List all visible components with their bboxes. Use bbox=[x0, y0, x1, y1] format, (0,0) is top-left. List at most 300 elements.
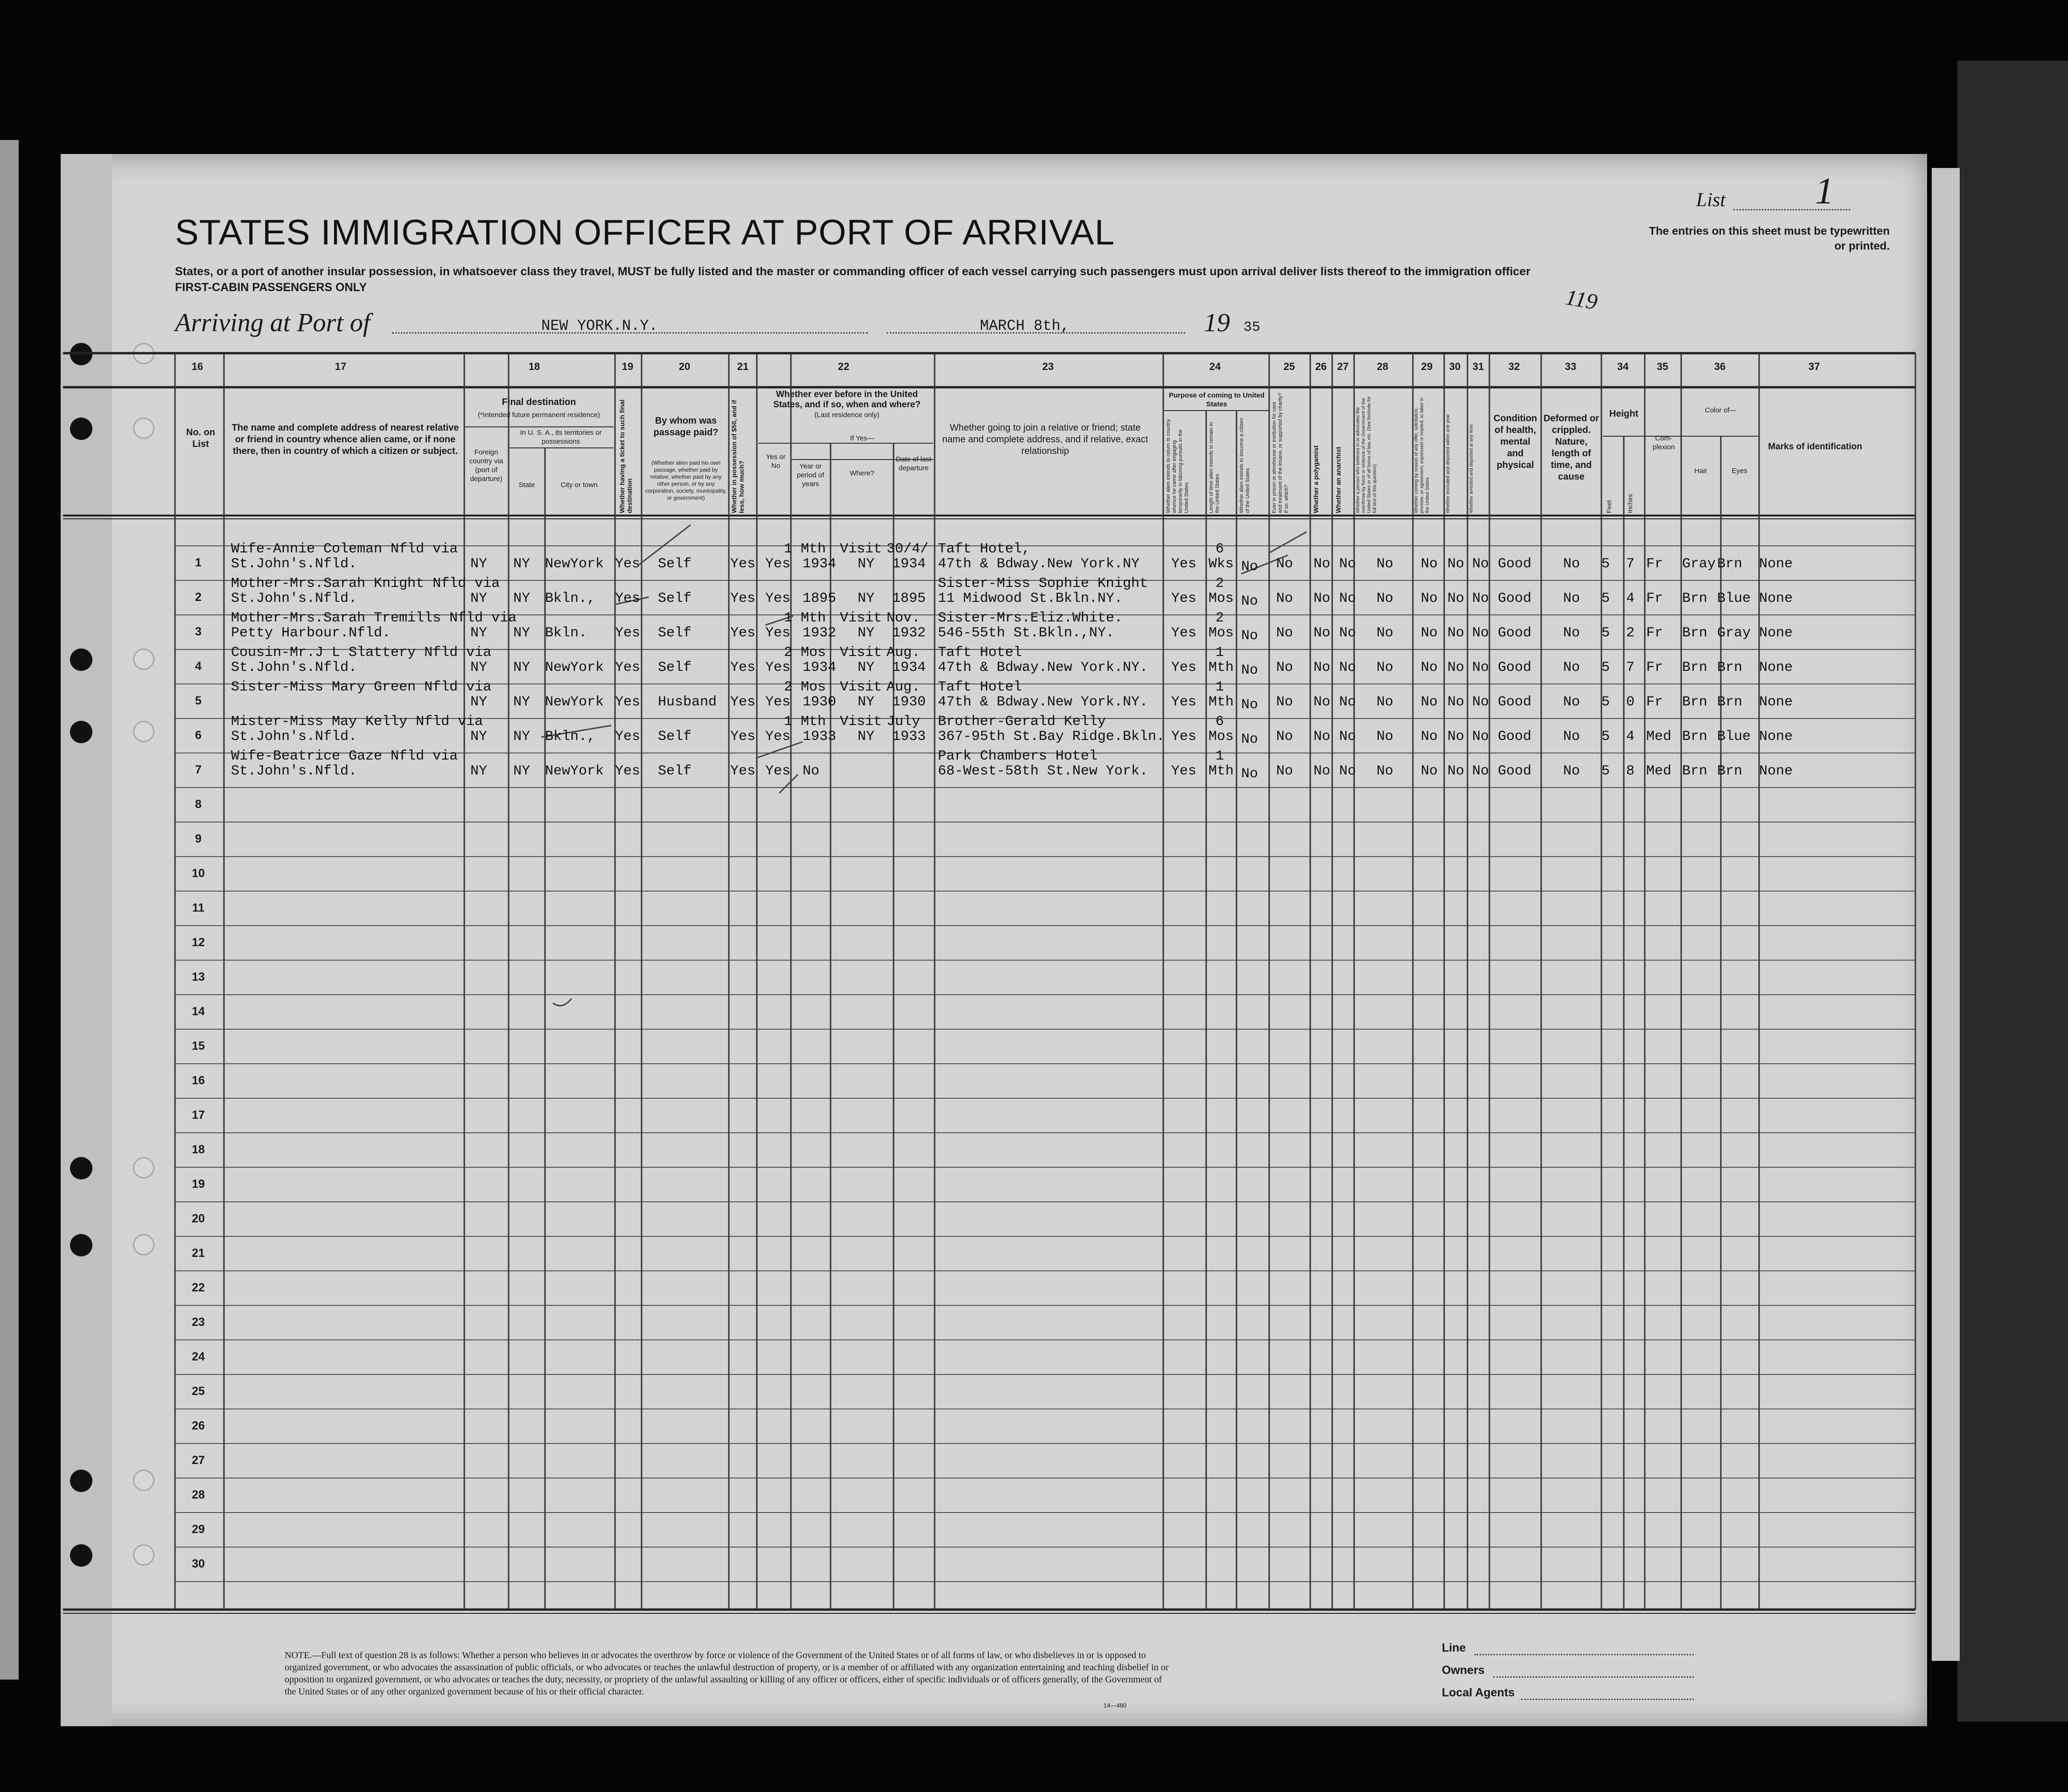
header-purpose-b: Length of time alien intends to remain in the United States bbox=[1209, 422, 1220, 513]
cell-c28: No bbox=[1376, 625, 1394, 641]
header-col30: Whether excluded and deported within one year bbox=[1446, 414, 1451, 513]
cell-p-c: No bbox=[1241, 559, 1258, 575]
local-agents-label: Local Agents bbox=[1442, 1686, 1515, 1699]
cell-where2: NY bbox=[858, 556, 875, 572]
form-code: 14—480 bbox=[1104, 1702, 1127, 1709]
cell-where2: NY bbox=[858, 591, 875, 607]
cell-c31: No bbox=[1472, 591, 1489, 607]
cell-city: NewYork bbox=[545, 763, 604, 779]
cell-city: NewYork bbox=[545, 556, 604, 572]
header-state: State bbox=[518, 481, 535, 489]
column-number: 36 bbox=[1714, 361, 1726, 372]
cell-city: NewYork bbox=[545, 694, 604, 710]
cell-foreign: NY bbox=[470, 763, 488, 779]
header-anarchist: Whether an anarchist bbox=[1334, 446, 1342, 513]
year-prefix: 19 bbox=[1204, 308, 1230, 337]
cell-p-b2: Wks bbox=[1209, 556, 1234, 572]
cell-yn: Yes bbox=[765, 763, 791, 779]
cell-where1: Visit bbox=[840, 645, 882, 661]
cell-c31: No bbox=[1472, 694, 1489, 710]
cell-hair: Brn bbox=[1682, 660, 1708, 676]
cell-money: Yes bbox=[730, 763, 756, 779]
header-no-on-list: No. on List bbox=[186, 427, 216, 449]
cell-rel2: St.John's.Nfld. bbox=[231, 660, 357, 676]
cell-inches: 0 bbox=[1626, 694, 1635, 710]
cell-city: NewYork bbox=[545, 660, 604, 676]
owners-label: Owners bbox=[1442, 1664, 1485, 1677]
cell-join1: Taft Hotel bbox=[938, 645, 1022, 661]
cell-money: Yes bbox=[730, 556, 756, 572]
cell-marks: None bbox=[1759, 556, 1793, 572]
cell-year2: No bbox=[803, 763, 820, 779]
column-number: 27 bbox=[1337, 361, 1349, 372]
row-number: 13 bbox=[192, 970, 205, 983]
cell-rel2: Petty Harbour.Nfld. bbox=[231, 625, 391, 641]
port-value: NEW YORK.N.Y. bbox=[541, 317, 658, 335]
cell-c30: No bbox=[1447, 591, 1465, 607]
header-before-us-note: (Last residence only) bbox=[814, 411, 880, 419]
cell-p-a: Yes bbox=[1171, 556, 1197, 572]
header-purpose-a: Whether alien intends to return to country whence he came after engaging temporarily in laboring pursuits in the United States bbox=[1166, 419, 1189, 513]
header-if-yes: If Yes— bbox=[850, 434, 874, 442]
cell-c25: No bbox=[1276, 591, 1293, 607]
cell-state: NY bbox=[513, 556, 531, 572]
cell-where1: Visit bbox=[840, 610, 882, 626]
subtitle-line-1: States, or a port of another insular possession, in whatsoever class they travel, MUST be fully listed and the master or commanding officer of each vessel carrying such passengers must upon arrival deliver lists thereof to the immigration officer bbox=[175, 265, 1530, 278]
cell-hair: Brn bbox=[1682, 591, 1708, 607]
typewritten-note: The entries on this sheet must be typewritten or printed. bbox=[1649, 225, 1890, 252]
cell-c29: No bbox=[1421, 729, 1438, 745]
line-label: Line bbox=[1442, 1641, 1466, 1654]
header-ticket: Whether having a ticket to such final destination bbox=[618, 399, 633, 513]
row-number: 7 bbox=[195, 763, 202, 776]
header-final-destination-note: (*Intended future permanent residence) bbox=[478, 411, 600, 419]
row-number: 15 bbox=[192, 1039, 205, 1053]
row-number: 9 bbox=[195, 832, 202, 845]
cell-join2: 367-95th St.Bay Ridge.Bkln. bbox=[938, 729, 1165, 745]
line-underline bbox=[1474, 1654, 1694, 1655]
cell-p-c: No bbox=[1241, 766, 1258, 782]
cell-year2: 1933 bbox=[803, 729, 837, 745]
cell-feet: 5 bbox=[1601, 660, 1610, 676]
column-number: 24 bbox=[1209, 361, 1221, 372]
cell-p-b1: 1 bbox=[1216, 748, 1224, 764]
cell-complexion: Med bbox=[1646, 763, 1672, 779]
header-col31: Whether arrested and deported at any time bbox=[1469, 424, 1474, 513]
cell-deformed: No bbox=[1563, 660, 1580, 676]
cell-where1: Visit bbox=[840, 541, 882, 557]
cell-where2: NY bbox=[858, 694, 875, 710]
cell-yn: Yes bbox=[765, 694, 791, 710]
cell-p-a: Yes bbox=[1171, 660, 1197, 676]
cell-p-b2: Mos bbox=[1209, 625, 1234, 641]
cell-foreign: NY bbox=[470, 556, 488, 572]
cell-p-b1: 2 bbox=[1216, 576, 1224, 592]
cell-p-b2: Mth bbox=[1209, 694, 1234, 710]
cell-state: NY bbox=[513, 591, 531, 607]
column-number: 16 bbox=[191, 361, 203, 372]
cell-marks: None bbox=[1759, 660, 1793, 676]
row-number: 10 bbox=[192, 867, 205, 880]
header-feet: Feet bbox=[1605, 500, 1613, 513]
cell-state: NY bbox=[513, 763, 531, 779]
cell-paid: Husband bbox=[658, 694, 717, 710]
cell-rel1: Mother-Mrs.Sarah Tremills Nfld via bbox=[231, 610, 517, 626]
cell-inches: 4 bbox=[1626, 591, 1635, 607]
cell-health: Good bbox=[1498, 660, 1532, 676]
cell-c28: No bbox=[1376, 556, 1394, 572]
row-number: 19 bbox=[192, 1178, 205, 1191]
column-number: 19 bbox=[622, 361, 634, 372]
cell-dep2: 1934 bbox=[892, 660, 926, 676]
cell-foreign: NY bbox=[470, 694, 488, 710]
footer-note: NOTE.—Full text of question 28 is as follows: Whether a person who believes in or advocates the overthrow by force or violence of the Government of the United States or of all forms of law, or who disbelieves in or is opposed to organized government, or who advocates the assassination of public officials, or who advocates or teaches the unlawful destruction of property, or is a member of or affiliated with any organization entertaining and teaching disbelief in or opposition to organized government, or who advocates or teaches the duty, necessity, or propriety of the unlawful assaulting or killing of any officer or officers, either of specific individuals or of officers generally, of the Government of the United States or of any other organized government because of his or their official character. bbox=[285, 1650, 1169, 1697]
cell-health: Good bbox=[1498, 625, 1532, 641]
cell-join1: Sister-Miss Sophie Knight bbox=[938, 576, 1148, 592]
row-number: 22 bbox=[192, 1281, 205, 1294]
cell-foreign: NY bbox=[470, 625, 488, 641]
row-number: 3 bbox=[195, 625, 202, 638]
cell-money: Yes bbox=[730, 694, 756, 710]
row-number: 28 bbox=[192, 1488, 205, 1501]
cell-c31: No bbox=[1472, 763, 1489, 779]
cell-hair: Brn bbox=[1682, 763, 1708, 779]
header-passage-paid: By whom was passage paid? bbox=[653, 416, 719, 438]
header-color-of: Color of— bbox=[1705, 406, 1737, 414]
cell-deformed: No bbox=[1563, 556, 1580, 572]
cell-feet: 5 bbox=[1601, 625, 1610, 641]
column-number: 28 bbox=[1376, 361, 1389, 372]
cell-eyes: Blue bbox=[1717, 591, 1751, 607]
cell-year1: 1 Mth bbox=[784, 610, 826, 626]
cell-join2: 47th & Bdway.New York.NY bbox=[938, 556, 1140, 572]
cell-c28: No bbox=[1376, 694, 1394, 710]
cell-c25: No bbox=[1276, 694, 1293, 710]
cell-c30: No bbox=[1447, 763, 1465, 779]
cell-c31: No bbox=[1472, 556, 1489, 572]
column-number: 34 bbox=[1617, 361, 1629, 372]
cell-eyes: Brn bbox=[1717, 694, 1743, 710]
cell-year1: 1 Mth bbox=[784, 541, 826, 557]
cell-rel2: St.John's.Nfld. bbox=[231, 729, 357, 745]
header-purpose-c: Whether alien intends to become a citizen of the United States bbox=[1239, 418, 1251, 513]
header-health: Condition of health, mental and physical bbox=[1493, 413, 1537, 470]
row-number: 5 bbox=[195, 694, 202, 707]
row-number: 24 bbox=[192, 1350, 205, 1363]
cell-p-a: Yes bbox=[1171, 763, 1197, 779]
header-eyes: Eyes bbox=[1732, 467, 1747, 475]
row-number: 29 bbox=[192, 1523, 205, 1536]
cell-where2: NY bbox=[858, 660, 875, 676]
cell-money: Yes bbox=[730, 591, 756, 607]
cell-yn: Yes bbox=[765, 660, 791, 676]
cell-p-c: No bbox=[1241, 593, 1258, 609]
cell-paid: Self bbox=[658, 625, 692, 641]
cell-money: Yes bbox=[730, 625, 756, 641]
header-passage-note: (Whether alien paid his own passage, whether paid by relative, whether paid by any other person, or by any corporation, society, municipality, or government) bbox=[645, 460, 727, 501]
cell-year1: 2 Mos bbox=[784, 679, 826, 695]
cell-complexion: Fr bbox=[1646, 625, 1663, 641]
cell-foreign: NY bbox=[470, 591, 488, 607]
cell-feet: 5 bbox=[1601, 763, 1610, 779]
column-number: 29 bbox=[1421, 361, 1433, 372]
cell-c27: No bbox=[1339, 556, 1356, 572]
cell-c26: No bbox=[1313, 625, 1331, 641]
cell-rel2: St.John's.Nfld. bbox=[231, 763, 357, 779]
cell-deformed: No bbox=[1563, 763, 1580, 779]
cell-join1: Sister-Mrs.Eliz.White. bbox=[938, 610, 1123, 626]
row-number: 17 bbox=[192, 1109, 205, 1122]
cell-ticket: Yes bbox=[615, 556, 641, 572]
header-polygamist: Whether a polygamist bbox=[1312, 445, 1320, 513]
cell-ticket: Yes bbox=[615, 729, 641, 745]
cell-c31: No bbox=[1472, 660, 1489, 676]
agents-underline bbox=[1521, 1699, 1694, 1700]
cell-rel2: St.John's.Nfld. bbox=[231, 591, 357, 607]
cell-c26: No bbox=[1313, 763, 1331, 779]
column-number: 17 bbox=[335, 361, 347, 372]
cell-deformed: No bbox=[1563, 625, 1580, 641]
row-number: 21 bbox=[192, 1247, 205, 1260]
cell-c30: No bbox=[1447, 729, 1465, 745]
cell-c27: No bbox=[1339, 625, 1356, 641]
cell-inches: 7 bbox=[1626, 556, 1635, 572]
cell-p-a: Yes bbox=[1171, 591, 1197, 607]
cell-dep2: 1932 bbox=[892, 625, 926, 641]
cell-city: Bkln. bbox=[545, 625, 587, 641]
cell-state: NY bbox=[513, 625, 531, 641]
row-number: 26 bbox=[192, 1419, 205, 1432]
cell-c27: No bbox=[1339, 694, 1356, 710]
row-number: 14 bbox=[192, 1005, 205, 1018]
year-suffix: 35 bbox=[1244, 320, 1261, 335]
column-number: 26 bbox=[1315, 361, 1327, 372]
cell-c25: No bbox=[1276, 660, 1293, 676]
cell-year1: 1 Mth bbox=[784, 714, 826, 730]
cell-dep2: 1933 bbox=[892, 729, 926, 745]
cell-join1: Park Chambers Hotel bbox=[938, 748, 1098, 764]
cell-c31: No bbox=[1472, 729, 1489, 745]
cell-rel1: Cousin-Mr.J L Slattery Nfld via bbox=[231, 645, 492, 661]
cell-yn: Yes bbox=[765, 556, 791, 572]
cell-c25: No bbox=[1276, 763, 1293, 779]
handwritten-number: 119 bbox=[1563, 285, 1600, 315]
cell-p-b1: 1 bbox=[1216, 645, 1224, 661]
row-number: 16 bbox=[192, 1074, 205, 1087]
column-number: 31 bbox=[1472, 361, 1484, 372]
cell-hair: Brn bbox=[1682, 729, 1708, 745]
cell-ticket: Yes bbox=[615, 694, 641, 710]
cell-paid: Self bbox=[658, 591, 692, 607]
header-foreign-country: Foreign country via (port of departure) bbox=[469, 448, 503, 483]
cell-money: Yes bbox=[730, 660, 756, 676]
cell-rel1: Wife-Annie Coleman Nfld via bbox=[231, 541, 458, 557]
page-title: STATES IMMIGRATION OFFICER AT PORT OF ARRIVAL bbox=[175, 213, 1115, 252]
cell-c29: No bbox=[1421, 660, 1438, 676]
cell-rel2: St.John's.Nfld. bbox=[231, 556, 357, 572]
cell-year2: 1932 bbox=[803, 625, 837, 641]
cell-c26: No bbox=[1313, 729, 1331, 745]
cell-ticket: Yes bbox=[615, 763, 641, 779]
row-number: 25 bbox=[192, 1385, 205, 1398]
cell-inches: 2 bbox=[1626, 625, 1635, 641]
cell-city: Bkln., bbox=[545, 591, 596, 607]
header-where: Where? bbox=[850, 469, 874, 477]
cell-c25: No bbox=[1276, 625, 1293, 641]
column-number: 20 bbox=[678, 361, 691, 372]
cell-deformed: No bbox=[1563, 591, 1580, 607]
row-number: 11 bbox=[192, 901, 205, 914]
cell-rel1: Mister-Miss May Kelly Nfld via bbox=[231, 714, 483, 730]
cell-where2: NY bbox=[858, 625, 875, 641]
cell-c28: No bbox=[1376, 660, 1394, 676]
row-number: 2 bbox=[195, 591, 202, 604]
header-deformed: Deformed or crippled. Nature, length of time, and cause bbox=[1544, 413, 1599, 482]
cell-year1: 2 Mos bbox=[784, 645, 826, 661]
cell-ticket: Yes bbox=[615, 591, 641, 607]
cell-year2: 1930 bbox=[803, 694, 837, 710]
cell-hair: Brn bbox=[1682, 694, 1708, 710]
cell-join2: 546-55th St.Bkln.,NY. bbox=[938, 625, 1115, 641]
row-number: 20 bbox=[192, 1212, 205, 1225]
cell-state: NY bbox=[513, 729, 531, 745]
cell-where1: Visit bbox=[840, 679, 882, 695]
row-number: 4 bbox=[195, 660, 202, 673]
owners-underline bbox=[1493, 1676, 1694, 1678]
cell-feet: 5 bbox=[1601, 694, 1610, 710]
cell-dep2: 1895 bbox=[892, 591, 926, 607]
cell-yn: Yes bbox=[765, 625, 791, 641]
row-number: 18 bbox=[192, 1143, 205, 1156]
header-in-usa: In U. S. A., its territories or possessions bbox=[520, 429, 602, 446]
column-number: 30 bbox=[1449, 361, 1461, 372]
cell-c30: No bbox=[1447, 625, 1465, 641]
cell-c29: No bbox=[1421, 625, 1438, 641]
cell-feet: 5 bbox=[1601, 729, 1610, 745]
cell-paid: Self bbox=[658, 729, 692, 745]
cell-where2: NY bbox=[858, 729, 875, 745]
cell-complexion: Med bbox=[1646, 729, 1672, 745]
cell-p-b2: Mth bbox=[1209, 763, 1234, 779]
column-number: 35 bbox=[1656, 361, 1669, 372]
cell-marks: None bbox=[1759, 763, 1793, 779]
header-money: Whether in possession of $50, and if less, how much? bbox=[730, 400, 745, 513]
header-final-destination: Final destination bbox=[502, 397, 576, 407]
cell-health: Good bbox=[1498, 591, 1532, 607]
header-before-us: Whether ever before in the United States, and if so, when and where? bbox=[773, 390, 921, 410]
cell-rel1: Wife-Beatrice Gaze Nfld via bbox=[231, 748, 458, 764]
header-height: Height bbox=[1609, 409, 1639, 419]
cell-paid: Self bbox=[658, 556, 692, 572]
date-value: MARCH 8th, bbox=[980, 317, 1070, 335]
column-number: 25 bbox=[1283, 361, 1295, 372]
cell-c29: No bbox=[1421, 556, 1438, 572]
row-number: 30 bbox=[192, 1557, 205, 1570]
cell-p-b2: Mos bbox=[1209, 591, 1234, 607]
cell-foreign: NY bbox=[470, 729, 488, 745]
cell-p-b1: 6 bbox=[1216, 541, 1224, 557]
cell-eyes: Brn bbox=[1717, 660, 1743, 676]
cell-yn: Yes bbox=[765, 729, 791, 745]
cell-deformed: No bbox=[1563, 694, 1580, 710]
cell-year2: 1934 bbox=[803, 556, 837, 572]
column-number: 33 bbox=[1565, 361, 1577, 372]
cell-p-a: Yes bbox=[1171, 729, 1197, 745]
cell-c26: No bbox=[1313, 591, 1331, 607]
row-number: 27 bbox=[192, 1454, 205, 1467]
column-number: 21 bbox=[737, 361, 749, 372]
header-city: City or town bbox=[560, 481, 598, 489]
header-hair: Hair bbox=[1694, 467, 1707, 475]
cell-complexion: Fr bbox=[1646, 694, 1663, 710]
cell-c26: No bbox=[1313, 694, 1331, 710]
cell-health: Good bbox=[1498, 556, 1532, 572]
cell-c27: No bbox=[1339, 763, 1356, 779]
header-inches: Inches bbox=[1626, 494, 1634, 513]
cell-health: Good bbox=[1498, 694, 1532, 710]
cell-health: Good bbox=[1498, 729, 1532, 745]
cell-c29: No bbox=[1421, 763, 1438, 779]
cell-year2: 1934 bbox=[803, 660, 837, 676]
cell-complexion: Fr bbox=[1646, 660, 1663, 676]
header-col29: Whether coming by reason of any offer, solicitation, promise, or agreement, expressed or implied, to labor in the United States bbox=[1414, 397, 1430, 513]
header-year-period: Year or period of years bbox=[796, 462, 824, 488]
cell-c28: No bbox=[1376, 729, 1394, 745]
cell-state: NY bbox=[513, 694, 531, 710]
cell-hair: Gray bbox=[1682, 556, 1716, 572]
cell-dep2: 1934 bbox=[892, 556, 926, 572]
cell-complexion: Fr bbox=[1646, 591, 1663, 607]
cell-c26: No bbox=[1313, 660, 1331, 676]
cell-c27: No bbox=[1339, 591, 1356, 607]
cell-join1: Brother-Gerald Kelly bbox=[938, 714, 1106, 730]
cell-dep1: July bbox=[887, 714, 921, 730]
row-number: 23 bbox=[192, 1316, 205, 1329]
cell-dep1: Aug. bbox=[887, 679, 921, 695]
cell-ticket: Yes bbox=[615, 660, 641, 676]
cell-year2: 1895 bbox=[803, 591, 837, 607]
cell-ticket: Yes bbox=[615, 625, 641, 641]
cell-eyes: Blue bbox=[1717, 729, 1751, 745]
column-number: 22 bbox=[838, 361, 850, 372]
cell-inches: 7 bbox=[1626, 660, 1635, 676]
cell-c26: No bbox=[1313, 556, 1331, 572]
row-number: 1 bbox=[195, 556, 202, 569]
cell-join1: Taft Hotel bbox=[938, 679, 1022, 695]
cell-hair: Brn bbox=[1682, 625, 1708, 641]
header-nearest-relative: The name and complete address of nearest relative or friend in country whence alien came, or if none there, then in country of which a citizen or subject. bbox=[231, 423, 459, 456]
cell-dep2: 1930 bbox=[892, 694, 926, 710]
column-number: 23 bbox=[1042, 361, 1054, 372]
cell-c31: No bbox=[1472, 625, 1489, 641]
cell-inches: 8 bbox=[1626, 763, 1635, 779]
cell-where1: Visit bbox=[840, 714, 882, 730]
header-joining: Whether going to join a relative or friend; state name and complete address, and if relative, exact relationship bbox=[942, 423, 1148, 456]
header-marks: Marks of identification bbox=[1768, 442, 1862, 452]
cell-p-b1: 2 bbox=[1216, 610, 1224, 626]
cell-p-b1: 6 bbox=[1216, 714, 1224, 730]
cell-c30: No bbox=[1447, 660, 1465, 676]
cell-eyes: Gray bbox=[1717, 625, 1751, 641]
header-col28: Whether a person who believes in or advocates the overthrow by force or violence of the Government of the United States or of all forms of law, etc. (See footnote for full text of this question) bbox=[1355, 396, 1377, 513]
cell-p-c: No bbox=[1241, 662, 1258, 678]
cell-health: Good bbox=[1498, 763, 1532, 779]
cell-p-c: No bbox=[1241, 628, 1258, 644]
list-number: 1 bbox=[1815, 171, 1834, 212]
cell-p-a: Yes bbox=[1171, 625, 1197, 641]
cell-rel1: Mother-Mrs.Sarah Knight Nfld via bbox=[231, 576, 500, 592]
column-number: 18 bbox=[528, 361, 540, 372]
